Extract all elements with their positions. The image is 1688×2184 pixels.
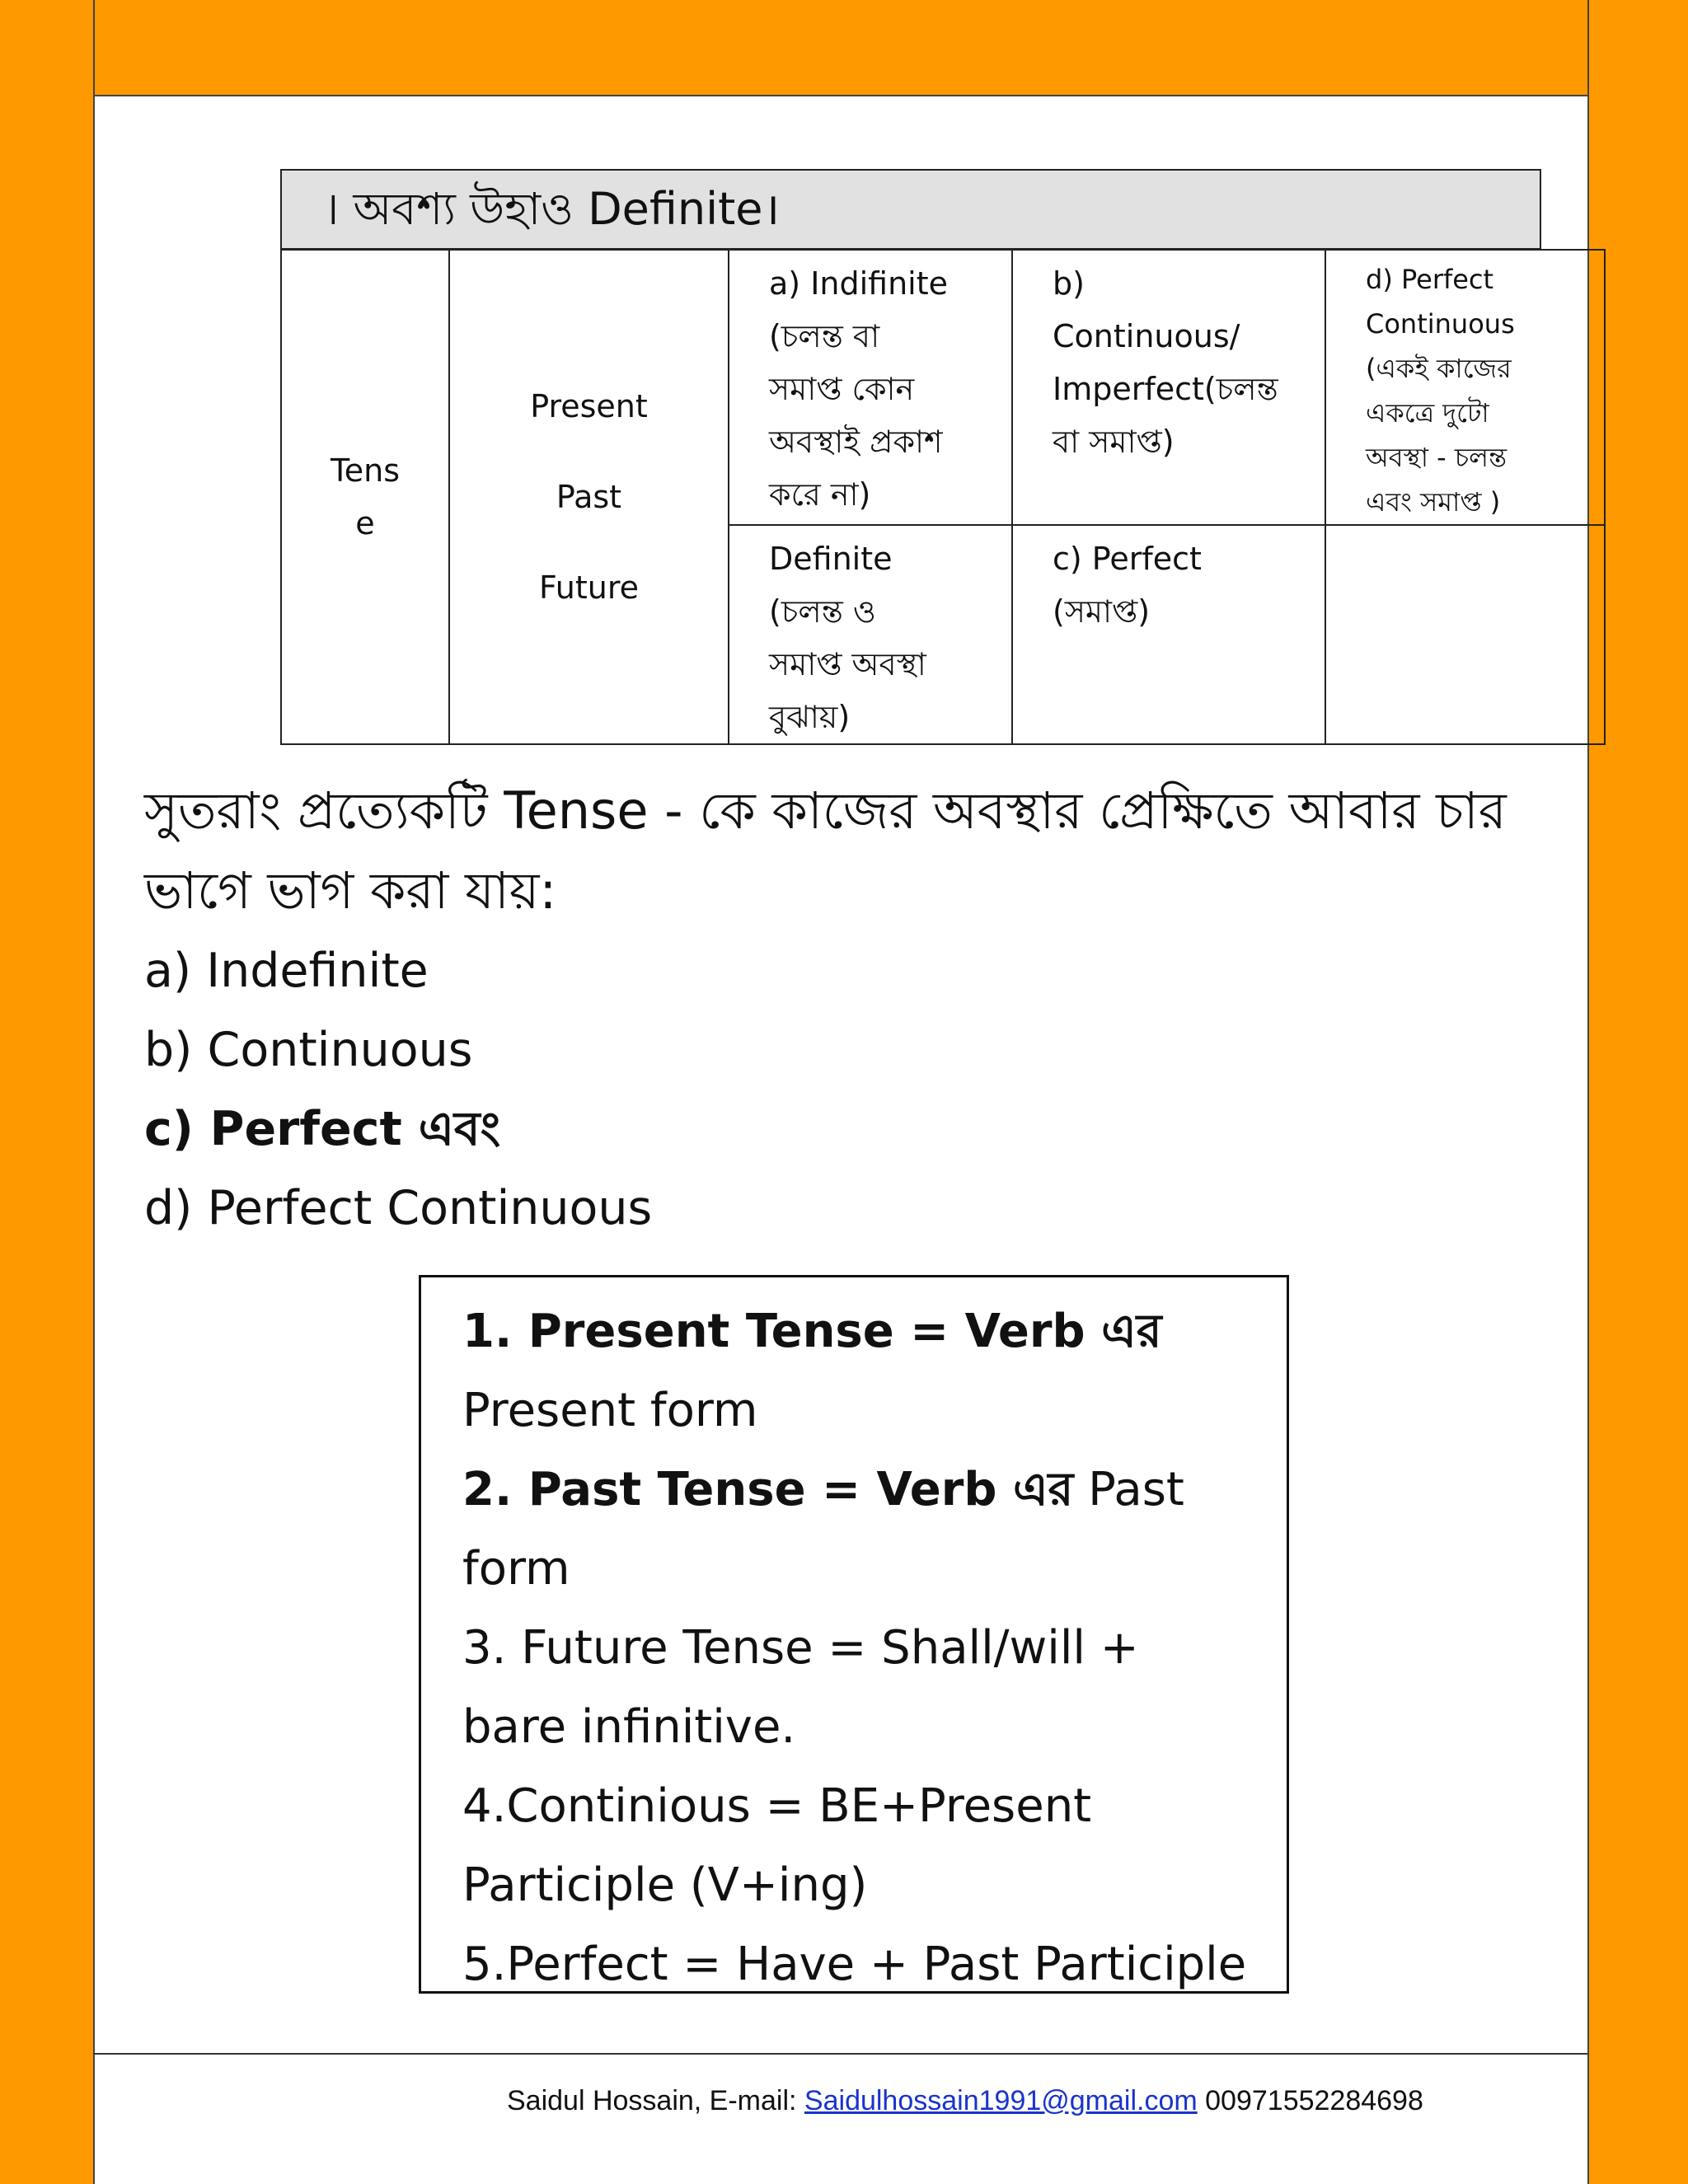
cell-text: (সমাপ্ত)	[1053, 593, 1151, 630]
cell-text: বা সমাপ্ত)	[1053, 424, 1175, 460]
cell-text: b)	[1053, 265, 1085, 302]
cell-text: Continuous/	[1053, 318, 1240, 354]
cell-text: (চলন্ত বা	[769, 318, 880, 354]
list-item: b) Continuous	[144, 1023, 473, 1077]
intro-paragraph: সুতরাং প্রত্যেকটি Tense - কে কাজের অবস্থার প্রেক্ষিতে আবার চার ভাগে ভাগ করা যায়:	[144, 780, 1507, 921]
cell-text: c) Perfect	[1053, 541, 1202, 577]
list-item: a) Indefinite	[144, 944, 429, 998]
formula-line: 1. Present Tense = Verb এর	[462, 1305, 1162, 1358]
formula-line: 5.Perfect = Have + Past Participle	[462, 1938, 1247, 1991]
cell-text: সমাপ্ত অবস্থা	[769, 646, 926, 682]
tense-label-cell	[281, 250, 449, 744]
time-future: Future	[538, 569, 639, 606]
top-orange-band	[0, 0, 1688, 96]
cell-empty	[1325, 525, 1605, 744]
cell-text: এবং সমাপ্ত )	[1366, 486, 1501, 518]
left-orange-band	[0, 0, 95, 2184]
formula-line: 3. Future Tense = Shall/will +	[462, 1621, 1139, 1675]
cell-continuous	[1012, 250, 1325, 525]
footer-prefix: Saidul Hossain, E-mail:	[507, 2085, 804, 2116]
tense-table	[280, 249, 1606, 745]
cell-perfect-continuous	[1325, 250, 1605, 525]
cell-text: Continuous	[1366, 308, 1515, 340]
email-link[interactable]: Saidulhossain1991@gmail.com	[804, 2085, 1198, 2116]
time-past: Past	[556, 479, 622, 515]
footer-phone: 00971552284698	[1197, 2085, 1423, 2116]
tense-label-line-2: e	[355, 505, 375, 541]
cell-text: সমাপ্ত কোন	[769, 371, 915, 407]
formula-line	[462, 1451, 1287, 1530]
time-cell	[449, 250, 729, 744]
table-title-bar: । অবশ্য উহাও Definite।	[280, 169, 1541, 250]
cell-text: Imperfect(চলন্ত	[1053, 371, 1278, 407]
formula-line: bare infinitive.	[462, 1700, 796, 1754]
cell-text: d) Perfect	[1366, 264, 1494, 295]
cell-text: (একই কাজের	[1366, 353, 1512, 384]
cell-text: অবস্থা - চলন্ত	[1366, 442, 1507, 473]
cell-text: একত্রে দুটো	[1366, 397, 1489, 429]
time-present: Present	[530, 388, 648, 424]
cell-text: (চলন্ত ও	[769, 593, 876, 630]
cell-text: অবস্থাই প্রকাশ	[769, 424, 943, 460]
cell-definite	[729, 525, 1012, 744]
cell-text: Definite	[769, 541, 893, 577]
cell-perfect	[1012, 525, 1325, 744]
formula-line: 4.Continious = BE+Present	[462, 1779, 1092, 1833]
formula-box	[419, 1275, 1289, 1994]
formula-rest-part: Past	[1073, 1463, 1184, 1516]
list-item: c) Perfect এবং	[144, 1102, 501, 1156]
formula-bold-part: 2. Past Tense = Verb এর	[462, 1463, 1074, 1516]
formula-line: Participle (V+ing)	[462, 1858, 868, 1912]
table-row	[281, 250, 1605, 525]
footer-divider	[93, 2053, 1587, 2055]
tense-label-line-1: Tens	[330, 452, 400, 489]
cell-text: করে না)	[769, 476, 871, 513]
cell-indefinite	[729, 250, 1012, 525]
footer	[507, 2085, 1423, 2117]
list-item: d) Perfect Continuous	[144, 1181, 653, 1235]
cell-text: a) Indifinite	[769, 265, 949, 302]
cell-text: বুঝায়)	[769, 699, 851, 735]
formula-line: form	[462, 1542, 570, 1596]
formula-line: Present form	[462, 1384, 758, 1437]
